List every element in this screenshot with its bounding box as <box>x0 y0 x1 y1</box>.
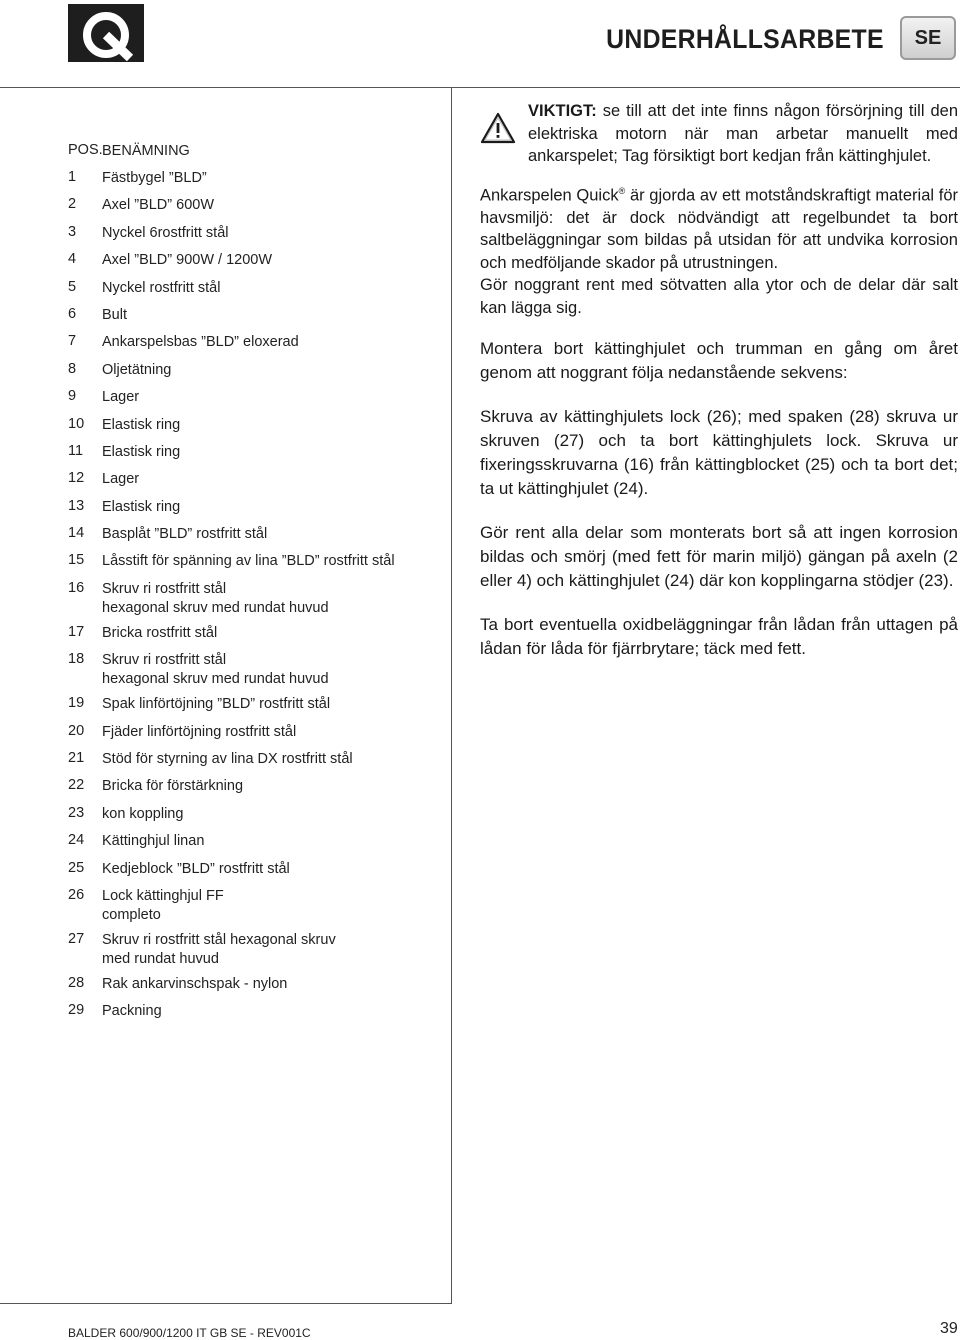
part-name-line: Rak ankarvinschspak - nylon <box>102 975 288 992</box>
part-name-line: Skruv ri rostfritt stål <box>102 580 227 597</box>
part-name <box>102 251 448 270</box>
part-name-line: Lock kättinghjul FF <box>102 887 224 904</box>
part-name <box>102 498 448 517</box>
part-position: 24 <box>68 832 85 849</box>
part-name <box>102 777 448 796</box>
part-name-line: Lager <box>102 389 140 406</box>
parts-list-item <box>68 470 448 489</box>
part-position: 3 <box>68 223 77 240</box>
part-name-line: Elastisk ring <box>102 416 181 433</box>
part-name <box>102 416 448 435</box>
part-position: 17 <box>68 623 85 640</box>
cleaning-paragraph: Gör rent alla delar som monterats bort så att ingen korrosion bildas och smörj (med fett för marin miljö) gängan på axeln (2 eller 4) och kättinghjulet (24) där kon kopplingarna stödjer (23). <box>480 523 958 590</box>
part-name-line: Ankarspelsbas ”BLD” eloxerad <box>102 334 299 351</box>
part-name <box>102 975 448 994</box>
part-position: 7 <box>68 333 77 350</box>
part-name-line: Fjäder linförtöjning rostfritt stål <box>102 723 297 740</box>
part-name-line: Axel ”BLD” 600W <box>102 197 215 214</box>
parts-list-item <box>68 361 448 380</box>
part-name-line: Kedjeblock ”BLD” rostfritt stål <box>102 860 290 877</box>
parts-list-item <box>68 306 448 325</box>
part-position: 15 <box>68 552 85 569</box>
part-name-line: Lager <box>102 471 140 488</box>
disassembly-paragraph: Skruva av kättinghjulets lock (26); med spaken (28) skruva ur skruven (27) och ta bort kättinghjulets lock. Skruva ur fixeringsskruvarna (16) från kättingblocket (25) och ta bort det; ta ut kättinghjulet (24). <box>480 407 958 498</box>
rinse-paragraph: Gör noggrant rent med sötvatten alla ytor och de delar där salt kan lägga sig. <box>480 276 958 317</box>
parts-list-item <box>68 624 448 643</box>
part-name <box>102 651 448 689</box>
part-name <box>102 443 448 462</box>
parts-list-item <box>68 975 448 994</box>
part-name <box>102 525 448 544</box>
oxide-paragraph: Ta bort eventuella oxidbeläggningar från lådan från uttagen på lådan för låda för fjärrbrytare; täck med fett. <box>480 615 958 658</box>
part-name-line: Elastisk ring <box>102 443 181 460</box>
part-position: 18 <box>68 651 85 668</box>
parts-list-item <box>68 695 448 714</box>
part-name-line: Skruv ri rostfritt stål hexagonal skruv <box>102 931 336 948</box>
parts-list-item <box>68 887 448 925</box>
warning-text: se till att det inte finns någon försörjning till den elektriska motorn när man arbetar manuellt med ankarspelet; Tag försiktigt bort kedjan från kättinghjulet. <box>528 102 958 165</box>
parts-list-item <box>68 580 448 618</box>
part-name <box>102 279 448 298</box>
part-position: 23 <box>68 804 85 821</box>
part-name-line: kon koppling <box>102 805 184 822</box>
parts-list-item <box>68 333 448 352</box>
parts-list-item <box>68 805 448 824</box>
part-position: 20 <box>68 722 85 739</box>
care-paragraph-rest: är gjorda av ett motståndskraftigt material för havsmiljö: det är dock nödvändigt att regelbundet ta bort saltbeläggningar som bildas på utsidan för att undvika korrosion och medföljande skador på utrustningen. <box>480 186 958 272</box>
language-badge: SE <box>900 16 956 60</box>
part-name-line: hexagonal skruv med rundat huvud <box>102 599 329 616</box>
parts-list-item <box>68 931 448 969</box>
part-position: 11 <box>68 442 84 459</box>
part-position: 28 <box>68 974 85 991</box>
parts-list-item <box>68 416 448 435</box>
part-name <box>102 552 448 571</box>
parts-list-item <box>68 498 448 517</box>
part-position: 5 <box>68 278 77 295</box>
part-position: 9 <box>68 388 77 405</box>
warning-block <box>480 100 958 168</box>
parts-list-item <box>68 196 448 215</box>
parts-list-item <box>68 651 448 689</box>
part-name-line: Elastisk ring <box>102 498 181 515</box>
part-position: 29 <box>68 1002 85 1019</box>
pos-column-header: POS. <box>68 142 103 158</box>
maintenance-text <box>480 100 958 661</box>
page-title: UNDERHÅLLSARBETE <box>606 24 884 54</box>
part-position: 13 <box>68 497 85 514</box>
part-name-line: Bult <box>102 306 127 323</box>
part-position: 10 <box>68 415 85 432</box>
parts-list-item <box>68 1002 448 1021</box>
part-name-line: hexagonal skruv med rundat huvud <box>102 671 329 688</box>
part-name-line: Oljetätning <box>102 361 172 378</box>
part-name <box>102 169 448 188</box>
parts-list-item <box>68 552 448 571</box>
part-name <box>102 695 448 714</box>
part-name-line: Stöd för styrning av lina DX rostfritt stål <box>102 751 353 768</box>
parts-list <box>68 142 448 1030</box>
part-position: 21 <box>68 750 85 767</box>
parts-list-item <box>68 251 448 270</box>
warning-icon <box>480 112 516 144</box>
parts-list-item <box>68 750 448 769</box>
part-name <box>102 470 448 489</box>
part-position: 8 <box>68 360 77 377</box>
parts-list-item <box>68 525 448 544</box>
part-name <box>102 224 448 243</box>
page-number: 39 <box>940 1320 958 1337</box>
part-name-line: Nyckel rostfritt stål <box>102 279 221 296</box>
part-name <box>102 580 448 618</box>
part-name-line: completo <box>102 906 161 923</box>
part-name <box>102 723 448 742</box>
part-name <box>102 306 448 325</box>
registered-mark: ® <box>618 185 626 196</box>
part-name-line: Nyckel 6rostfritt stål <box>102 224 229 241</box>
part-name-line: Packning <box>102 1003 162 1020</box>
parts-list-item <box>68 860 448 879</box>
name-column-header: BENÄMNING <box>102 143 190 159</box>
parts-list-item <box>68 443 448 462</box>
part-name <box>102 388 448 407</box>
part-name <box>102 624 448 643</box>
part-position: 1 <box>68 169 77 185</box>
part-position: 19 <box>68 695 85 712</box>
part-name-line: Axel ”BLD” 900W / 1200W <box>102 252 273 269</box>
warning-label: VIKTIGT: <box>528 102 597 120</box>
part-name <box>102 832 448 851</box>
care-paragraph-start: Ankarspelen Quick <box>480 186 619 204</box>
part-name-line: Låsstift för spänning av lina ”BLD” rostfritt stål <box>102 553 395 570</box>
parts-list-item <box>68 832 448 851</box>
parts-list-item <box>68 169 448 188</box>
part-position: 27 <box>68 930 85 947</box>
document-reference: BALDER 600/900/1200 IT GB SE - REV001C <box>68 1326 311 1340</box>
part-name-line: med rundat huvud <box>102 950 219 967</box>
part-name-line: Basplåt ”BLD” rostfritt stål <box>102 526 268 543</box>
part-position: 16 <box>68 579 85 596</box>
part-position: 26 <box>68 886 85 903</box>
part-name <box>102 887 448 925</box>
part-name <box>102 361 448 380</box>
part-position: 12 <box>68 470 85 487</box>
part-name-line: Fästbygel ”BLD” <box>102 170 207 186</box>
part-name <box>102 860 448 879</box>
parts-list-header <box>68 142 448 164</box>
brand-logo <box>68 4 144 62</box>
part-name-line: Skruv ri rostfritt stål <box>102 652 227 669</box>
part-name-line: Bricka för förstärkning <box>102 778 244 795</box>
parts-list-item <box>68 723 448 742</box>
parts-list-item <box>68 279 448 298</box>
part-position: 6 <box>68 305 77 322</box>
part-name <box>102 931 448 969</box>
part-position: 25 <box>68 859 85 876</box>
part-position: 22 <box>68 777 85 794</box>
part-name <box>102 805 448 824</box>
part-name <box>102 196 448 215</box>
parts-list-item <box>68 388 448 407</box>
part-name <box>102 750 448 769</box>
part-name-line: Bricka rostfritt stål <box>102 624 218 641</box>
part-position: 2 <box>68 196 77 213</box>
part-name-line: Kättinghjul linan <box>102 833 205 850</box>
part-name <box>102 333 448 352</box>
part-position: 4 <box>68 251 77 268</box>
part-name <box>102 1002 448 1021</box>
parts-list-item <box>68 777 448 796</box>
parts-list-item <box>68 224 448 243</box>
part-name-line: Spak linförtöjning ”BLD” rostfritt stål <box>102 696 331 713</box>
part-position: 14 <box>68 525 85 542</box>
annual-service-paragraph: Montera bort kättinghjulet och trumman en gång om året genom att noggrant följa nedanstående sekvens: <box>480 339 958 382</box>
